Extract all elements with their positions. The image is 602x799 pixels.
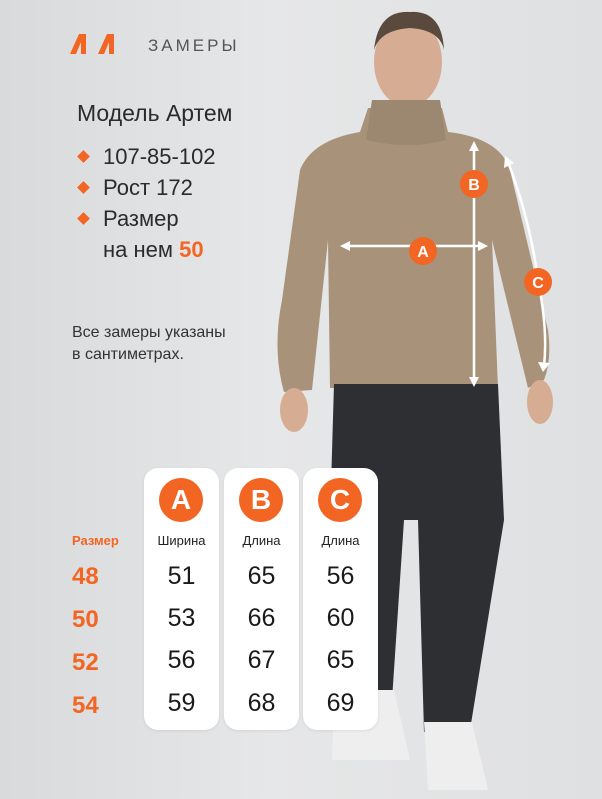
model-size-item [75,203,216,265]
size-value: 48 [72,563,99,590]
measure-value: 59 [167,689,196,717]
marker-c-label: C [532,275,544,292]
model-size-line1: Размер [103,206,179,231]
model-height-item [75,172,216,203]
size-value: 50 [72,606,99,633]
badge-a: A [159,478,203,522]
model-left-hand [280,388,308,432]
page-title: ЗАМЕРЫ [148,36,240,55]
measure-value: 56 [167,646,196,674]
badge-b: B [239,478,283,522]
model-height: Рост 172 [103,175,193,200]
size-column-header: Размер [72,533,119,548]
measure-card-a [144,468,219,730]
measure-value: 60 [326,604,355,632]
measure-value: 65 [247,562,276,590]
model-right-hand [527,380,553,424]
column-label: Длина [321,533,360,548]
measure-card-b [224,468,299,730]
column-label: Ширина [157,533,206,548]
bullet-diamond-icon [77,150,90,163]
model-params-list [75,141,216,265]
measure-value: 69 [326,689,355,717]
measurement-note [72,322,272,366]
marker-a-label: A [417,244,429,261]
model-size-line2: на нем [103,237,174,262]
note-line1: Все замеры указаны [72,324,226,341]
model-turtleneck [366,100,446,145]
model-params: 107-85-102 [103,144,216,169]
measure-value: 56 [326,562,355,590]
measure-value: 65 [326,646,355,674]
measure-value: 53 [167,604,196,632]
size-value: 54 [72,692,99,719]
size-value: 52 [72,649,99,676]
model-params-item [75,141,216,172]
model-right-shoe [424,722,488,790]
bullet-diamond-icon [77,212,90,225]
marker-b-label: B [468,177,480,194]
measure-value: 66 [247,604,276,632]
measure-value: 68 [247,689,276,717]
measure-value: 67 [247,646,276,674]
measure-value: 51 [167,562,196,590]
measure-card-c [303,468,378,730]
brand-logo [70,34,126,54]
model-name: Модель Артем [77,100,233,126]
badge-c: C [318,478,362,522]
model-size-value: 50 [179,237,204,262]
note-line2: в сантиметрах. [72,346,184,363]
bullet-diamond-icon [77,181,90,194]
column-label: Длина [242,533,281,548]
